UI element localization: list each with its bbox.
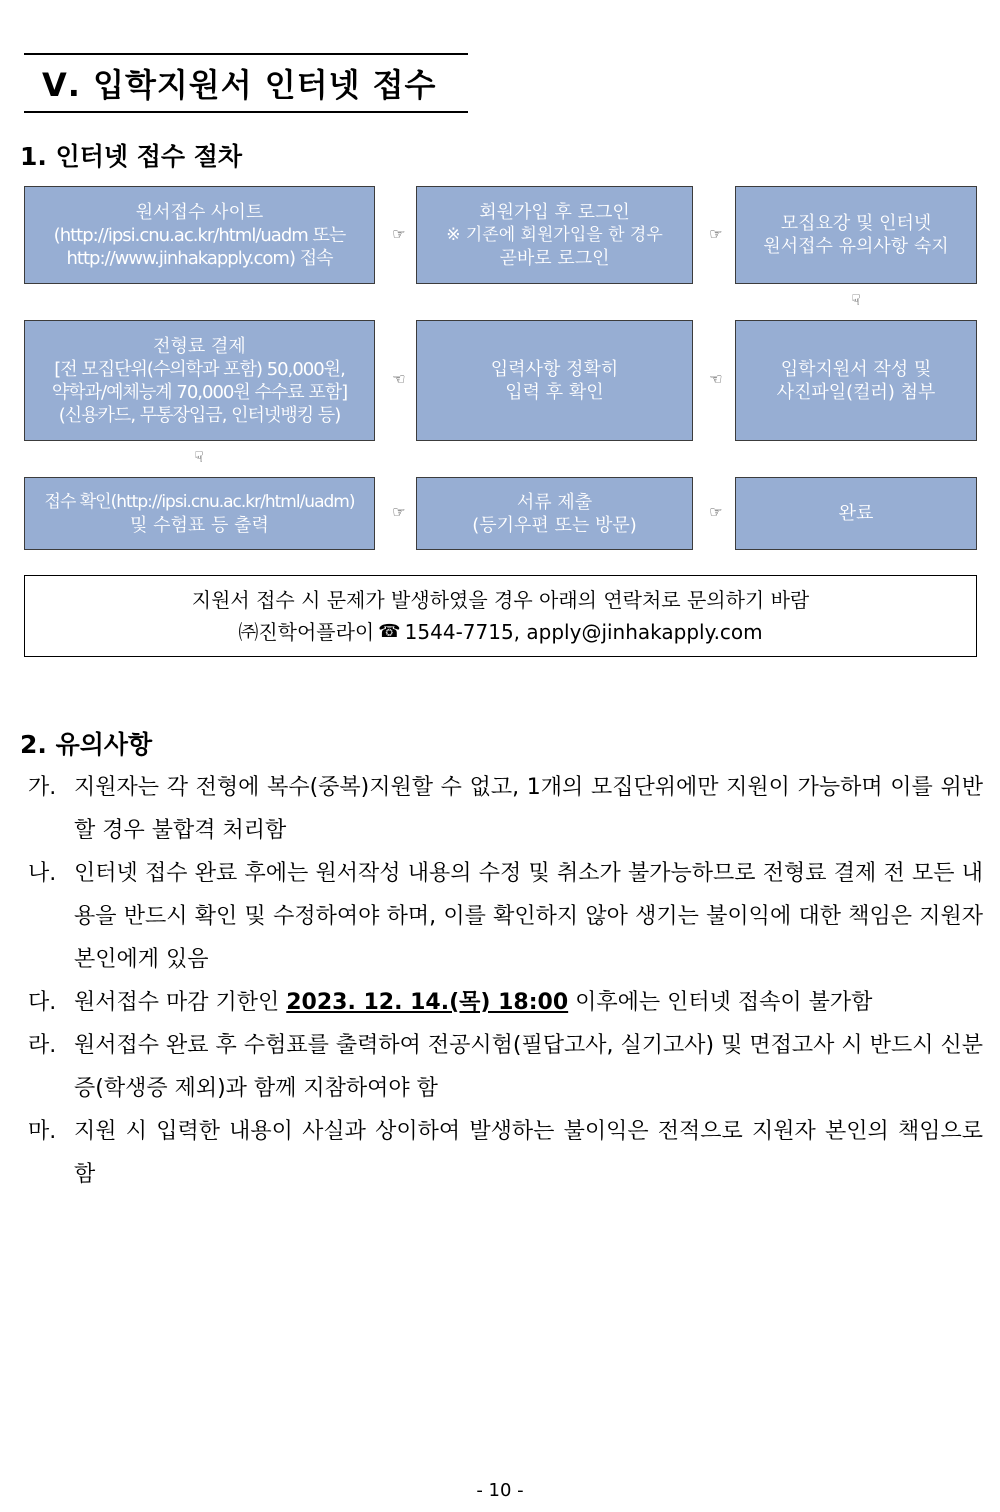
phone-icon: ☎ [378, 621, 401, 642]
list-item [28, 1024, 983, 1110]
deadline-date: 2023. 12. 14.(목) 18:00 [286, 990, 569, 1015]
item-marker: 다. [28, 990, 57, 1015]
step-line: 입력 후 확인 [505, 381, 604, 403]
contact-line [238, 616, 762, 648]
item-marker: 마. [28, 1119, 57, 1144]
step-line: 입력사항 정확히 [490, 358, 619, 380]
step-line: 및 수험표 등 출력 [130, 514, 269, 536]
arrow-left-icon: ☜ [392, 370, 406, 388]
notice-text: 지원서 접수 시 문제가 발생하였을 경우 아래의 연락처로 문의하기 바람 [191, 588, 810, 612]
step-fill-application [735, 320, 977, 441]
step-line: ※ 기존에 회원가입을 한 경우 [446, 224, 663, 245]
arrow-right-icon: ☞ [392, 225, 406, 243]
list-item [28, 1110, 983, 1196]
step-line: 모집요강 및 인터넷 [780, 213, 932, 234]
item-text: 지원 시 입력한 내용이 사실과 상이하여 발생하는 불이익은 전적으로 지원자 본인의 책임으로 함 [74, 1119, 983, 1187]
step-line: 원서접수 사이트 [135, 201, 264, 223]
page-number: - 10 - [476, 1480, 524, 1501]
item-marker: 라. [28, 1033, 57, 1058]
item-text: 인터넷 접수 완료 후에는 원서작성 내용의 수정 및 취소가 불가능하므로 전형료 결제 전 모든 내용을 반드시 확인 및 수정하여야 하며, 이를 확인하지 않아 생기는 불이익에 대한 책임은 지원자 본인에게 있음 [74, 861, 983, 972]
step-read-guidelines [735, 186, 977, 284]
step-line: 곧바로 로그인 [499, 247, 610, 269]
step-verify-input [416, 320, 693, 441]
arrow-down-icon: ☟ [851, 291, 861, 309]
list-item [28, 981, 983, 1024]
step-line: 약학과/예체능계 70,000원 수수료 포함] [51, 381, 348, 403]
step-line: 회원가입 후 로그인 [479, 201, 630, 223]
step-payment [24, 320, 375, 441]
item-text-before: 원서접수 마감 기한인 [74, 990, 287, 1015]
item-text: 원서접수 완료 후 수험표를 출력하여 전공시험(필답고사, 실기고사) 및 면접고사 시 반드시 신분증(학생증 제외)과 함께 지참하여야 함 [74, 1033, 983, 1101]
item-text [74, 981, 983, 1024]
arrow-down-icon: ☟ [194, 448, 204, 466]
list-item [28, 766, 983, 852]
step-signup-login [416, 186, 693, 284]
chapter-title: Ⅴ. 입학지원서 인터넷 접수 [24, 53, 468, 113]
section2-title: 2. 유의사항 [20, 730, 153, 759]
step-site-access [24, 186, 375, 284]
step-line: 서류 제출 [516, 491, 593, 513]
arrow-right-icon: ☞ [709, 225, 723, 243]
step-line: 입학지원서 작성 및 [780, 358, 932, 380]
arrow-right-icon: ☞ [392, 503, 406, 521]
contact-info: 1544-7715, apply@jinhakapply.com [404, 620, 763, 644]
step-submit-documents [416, 477, 693, 550]
item-text: 지원자는 각 전형에 복수(중복)지원할 수 없고, 1개의 모집단위에만 지원이 가능하며 이를 위반할 경우 불합격 처리함 [74, 775, 983, 843]
notes-list [28, 766, 983, 1196]
step-line: (등기우편 또는 방문) [472, 514, 637, 536]
item-text-after: 이후에는 인터넷 접속이 불가함 [568, 990, 873, 1015]
contact-notice [24, 575, 977, 657]
step-line: http://www.jinhakapply.com) 접속 [66, 247, 333, 269]
step-line: 사진파일(컬러) 첨부 [776, 381, 936, 403]
arrow-right-icon: ☞ [709, 503, 723, 521]
step-line: (신용카드, 무통장입금, 인터넷뱅킹 등) [58, 404, 341, 426]
step-complete [735, 477, 977, 550]
step-line: 접수 확인(http://ipsi.cnu.ac.kr/html/uadm) [44, 491, 355, 512]
step-line: 전형료 결제 [153, 335, 246, 357]
step-line: [전 모집단위(수의학과 포함) 50,000원, [54, 358, 345, 380]
item-marker: 가. [28, 775, 57, 800]
step-line: 원서접수 유의사항 숙지 [763, 236, 949, 257]
item-marker: 나. [28, 861, 57, 886]
list-item [28, 852, 983, 981]
arrow-left-icon: ☜ [709, 370, 723, 388]
step-line: (http://ipsi.cnu.ac.kr/html/uadm 또는 [53, 224, 346, 246]
company-name: ㈜진학어플라이 [238, 620, 375, 644]
step-line: 완료 [838, 503, 874, 524]
section1-title: 1. 인터넷 접수 절차 [20, 142, 243, 171]
step-confirm-print [24, 477, 375, 550]
